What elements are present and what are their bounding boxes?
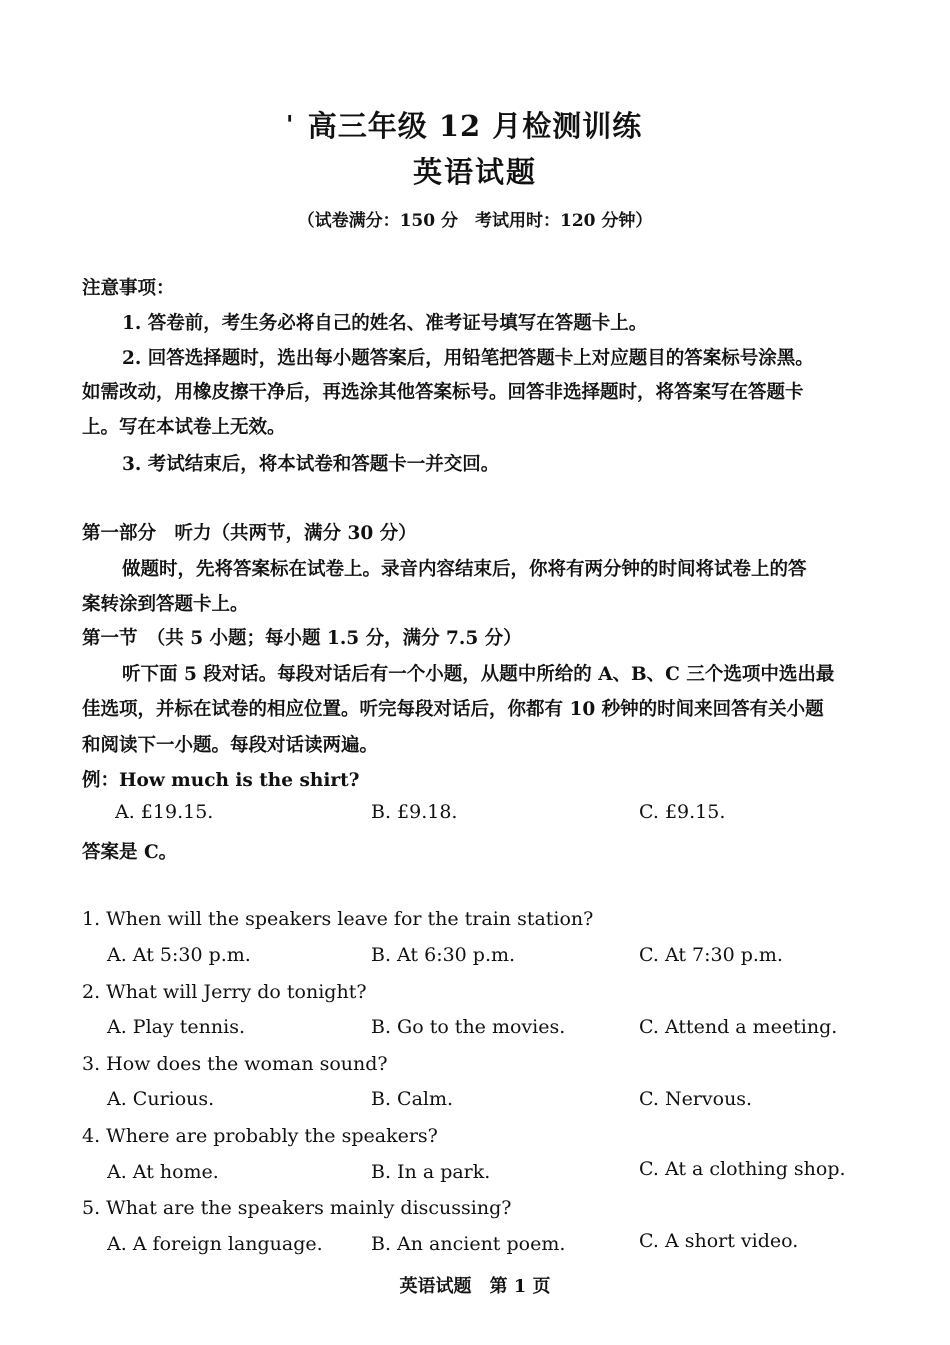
part1-heading: 第一部分 听力（共两节，满分 30 分） bbox=[82, 523, 417, 544]
exam-title: 高三年级 12 月检测训练 bbox=[307, 109, 643, 143]
question-3-option-c: C. Nervous. bbox=[639, 1088, 753, 1110]
question-1-option-b: B. At 6:30 p.m. bbox=[371, 944, 516, 966]
question-4-option-a: A. At home. bbox=[107, 1161, 219, 1183]
question-1-option-a: A. At 5:30 p.m. bbox=[107, 944, 251, 966]
notice-item-2-cont: 如需改动，用橡皮擦干净后，再选涂其他答案标号。回答非选择题时，将答案写在答题卡 bbox=[82, 382, 804, 403]
question-1-option-c: C. At 7:30 p.m. bbox=[639, 944, 783, 966]
exam-subject: 英语试题 bbox=[412, 155, 537, 189]
scan-mark: ' bbox=[286, 110, 294, 139]
example-option-b: B. £9.18. bbox=[371, 801, 458, 823]
example-option-c: C. £9.15. bbox=[639, 801, 726, 823]
example-option-a: A. £19.15. bbox=[115, 801, 214, 823]
notice-heading: 注意事项： bbox=[82, 278, 175, 299]
notice-item-3: 3. 考试结束后，将本试卷和答题卡一并交回。 bbox=[122, 454, 500, 475]
section1-instructions-cont: 和阅读下一小题。每段对话读两遍。 bbox=[82, 735, 379, 756]
section1-heading: 第一节 （共 5 小题；每小题 1.5 分，满分 7.5 分） bbox=[82, 628, 522, 649]
question-2-option-a: A. Play tennis. bbox=[107, 1016, 245, 1038]
question-5-option-c: C. A short video. bbox=[639, 1230, 799, 1252]
question-5-option-b: B. An ancient poem. bbox=[371, 1233, 566, 1255]
question-2-option-b: B. Go to the movies. bbox=[371, 1016, 566, 1038]
question-1: 1. When will the speakers leave for the train station? bbox=[82, 908, 594, 930]
notice-item-2: 2. 回答选择题时，选出每小题答案后，用铅笔把答题卡上对应题目的答案标号涂黑。 bbox=[122, 348, 814, 369]
question-4-option-c: C. At a clothing shop. bbox=[639, 1158, 846, 1180]
question-5-option-a: A. A foreign language. bbox=[107, 1233, 323, 1255]
question-5: 5. What are the speakers mainly discussing? bbox=[82, 1197, 512, 1219]
question-2: 2. What will Jerry do tonight? bbox=[82, 981, 367, 1003]
question-4-option-b: B. In a park. bbox=[371, 1161, 491, 1183]
question-3-option-b: B. Calm. bbox=[371, 1088, 454, 1110]
section1-instructions-cont: 佳选项，并标在试卷的相应位置。听完每段对话后，你都有 10 秒钟的时间来回答有关小题 bbox=[82, 699, 824, 720]
part1-intro-cont: 案转涂到答题卡上。 bbox=[82, 594, 249, 615]
question-4: 4. Where are probably the speakers? bbox=[82, 1125, 438, 1147]
example-answer: 答案是 C。 bbox=[82, 842, 178, 863]
notice-item-1: 1. 答卷前，考生务必将自己的姓名、准考证号填写在答题卡上。 bbox=[122, 313, 648, 334]
exam-info: （试卷满分：150 分 考试用时：120 分钟） bbox=[297, 211, 653, 231]
question-3: 3. How does the woman sound? bbox=[82, 1053, 388, 1075]
question-3-option-a: A. Curious. bbox=[107, 1088, 215, 1110]
page-footer: 英语试题 第 1 页 bbox=[399, 1276, 551, 1297]
question-2-option-c: C. Attend a meeting. bbox=[639, 1016, 838, 1038]
part1-intro: 做题时，先将答案标在试卷上。录音内容结束后，你将有两分钟的时间将试卷上的答 bbox=[122, 559, 807, 580]
section1-instructions: 听下面 5 段对话。每段对话后有一个小题，从题中所给的 A、B、C 三个选项中选出最 bbox=[122, 664, 835, 685]
example-question: 例：How much is the shirt? bbox=[82, 770, 360, 791]
notice-item-2-cont: 上。写在本试卷上无效。 bbox=[82, 417, 286, 438]
